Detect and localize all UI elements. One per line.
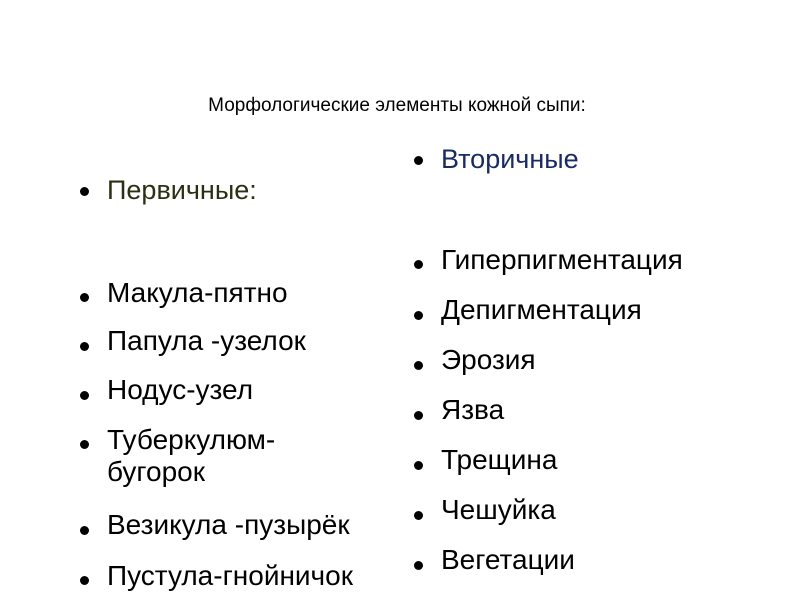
bullet-dot-icon <box>414 311 423 320</box>
secondary-heading: Вторичные <box>441 144 579 174</box>
bullet-dot-icon <box>414 561 423 570</box>
secondary-item: Язва <box>441 394 505 425</box>
bullet-dot-icon <box>80 576 89 585</box>
secondary-item: Эрозия <box>441 344 536 375</box>
secondary-item: Чешуйка <box>441 494 556 525</box>
bullet-dot-icon <box>414 156 423 165</box>
primary-item: Макула-пятно <box>107 277 288 308</box>
primary-item: Туберкулюм-бугорок <box>107 424 276 487</box>
primary-item: Папула -узелок <box>107 325 306 356</box>
bullet-dot-icon <box>80 293 89 302</box>
bullet-dot-icon <box>80 391 89 400</box>
secondary-item: Гиперпигментация <box>441 244 683 275</box>
primary-item: Нодус-узел <box>107 374 254 405</box>
secondary-item: Депигментация <box>441 294 642 325</box>
bullet-dot-icon <box>80 187 89 196</box>
bullet-dot-icon <box>80 440 89 449</box>
bullet-dot-icon <box>414 461 423 470</box>
primary-item: Везикула -пузырёк <box>107 509 350 540</box>
slide-title: Морфологические элементы кожной сыпи: <box>208 95 586 116</box>
bullet-dot-icon <box>414 361 423 370</box>
primary-item: Пустула-гнойничок <box>107 560 353 591</box>
bullet-dot-icon <box>414 411 423 420</box>
bullet-dot-icon <box>414 511 423 520</box>
secondary-item: Трещина <box>441 444 558 475</box>
bullet-dot-icon <box>80 342 89 351</box>
bullet-dot-icon <box>80 526 89 535</box>
primary-heading: Первичные: <box>107 175 257 205</box>
bullet-dot-icon <box>414 260 423 269</box>
secondary-item: Вегетации <box>441 544 575 575</box>
